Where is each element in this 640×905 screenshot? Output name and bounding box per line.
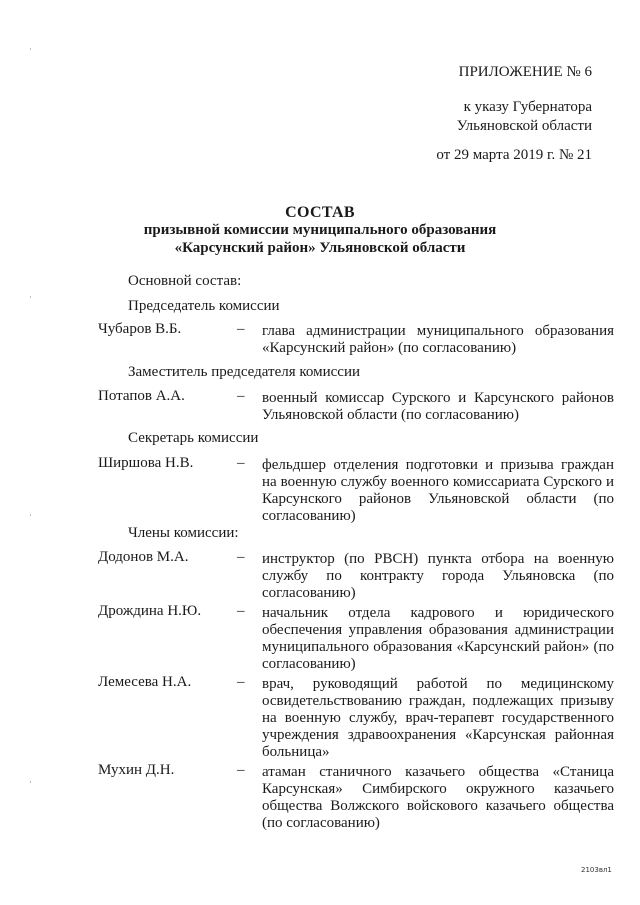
person-name: Ширшова Н.В.	[98, 455, 194, 471]
person-name: Мухин Д.Н.	[98, 762, 175, 778]
scan-mark	[30, 781, 31, 783]
document-subtitle-line2: «Карсунский район» Ульяновской области	[174, 240, 466, 256]
person-name: Потапов А.А.	[98, 388, 185, 404]
decree-date-number: от 29 марта 2019 г. № 21	[436, 147, 592, 163]
person-description: начальник отдела кадрового и юридического обеспечения управления образования администрации муниципального образования «Карсунский район» (по согласованию)	[262, 605, 614, 672]
person-description: глава администрации муниципального образования «Карсунский район» (по согласованию)	[262, 323, 614, 356]
dash-separator: –	[237, 674, 245, 690]
person-description: врач, руководящий работой по медицинскому освидетельствованию граждан, подлежащих призыву на военную службу, врач-терапевт государственного учреждения здравоохранения «Карсунская районная больница»	[262, 676, 614, 760]
dash-separator: –	[237, 388, 245, 404]
dash-separator: –	[237, 603, 245, 619]
dash-separator: –	[237, 455, 245, 471]
section-chairman: Председатель комиссии	[128, 298, 280, 314]
scan-mark	[30, 514, 31, 516]
decree-reference: к указу Губернатора	[463, 99, 592, 115]
person-name: Дрождина Н.Ю.	[98, 603, 202, 619]
scan-mark	[30, 296, 31, 298]
document-title: СОСТАВ	[285, 204, 355, 221]
dash-separator: –	[237, 762, 245, 778]
section-deputy: Заместитель председателя комиссии	[128, 364, 361, 380]
document-subtitle-line1: призывной комиссии муниципального образования	[143, 222, 497, 238]
file-code: 2103вл1	[581, 866, 612, 874]
person-description: военный комиссар Сурского и Карсунского районов Ульяновской области (по согласованию)	[262, 390, 614, 423]
section-main-composition: Основной состав:	[128, 273, 242, 289]
decree-region: Ульяновской области	[456, 118, 592, 134]
person-description: фельдшер отделения подготовки и призыва граждан на военную службу военного комиссариата Сурского и Карсунского районов Ульяновской области (по согласованию)	[262, 457, 614, 524]
dash-separator: –	[237, 549, 245, 565]
section-secretary: Секретарь комиссии	[128, 430, 259, 446]
person-name: Лемесева Н.А.	[98, 674, 192, 690]
scan-mark	[30, 48, 31, 50]
dash-separator: –	[237, 321, 245, 337]
section-members: Члены комиссии:	[128, 525, 239, 541]
person-description: инструктор (по РВСН) пункта отбора на военную службу по контракту города Ульяновска (по согласованию)	[262, 551, 614, 601]
person-description: атаман станичного казачьего общества «Станица Карсунская» Симбирского окружного казачьего общества Волжского войскового казачьего общества (по согласованию)	[262, 764, 614, 831]
person-name: Додонов М.А.	[98, 549, 189, 565]
appendix-number: ПРИЛОЖЕНИЕ № 6	[458, 64, 592, 80]
person-name: Чубаров В.Б.	[98, 321, 182, 337]
